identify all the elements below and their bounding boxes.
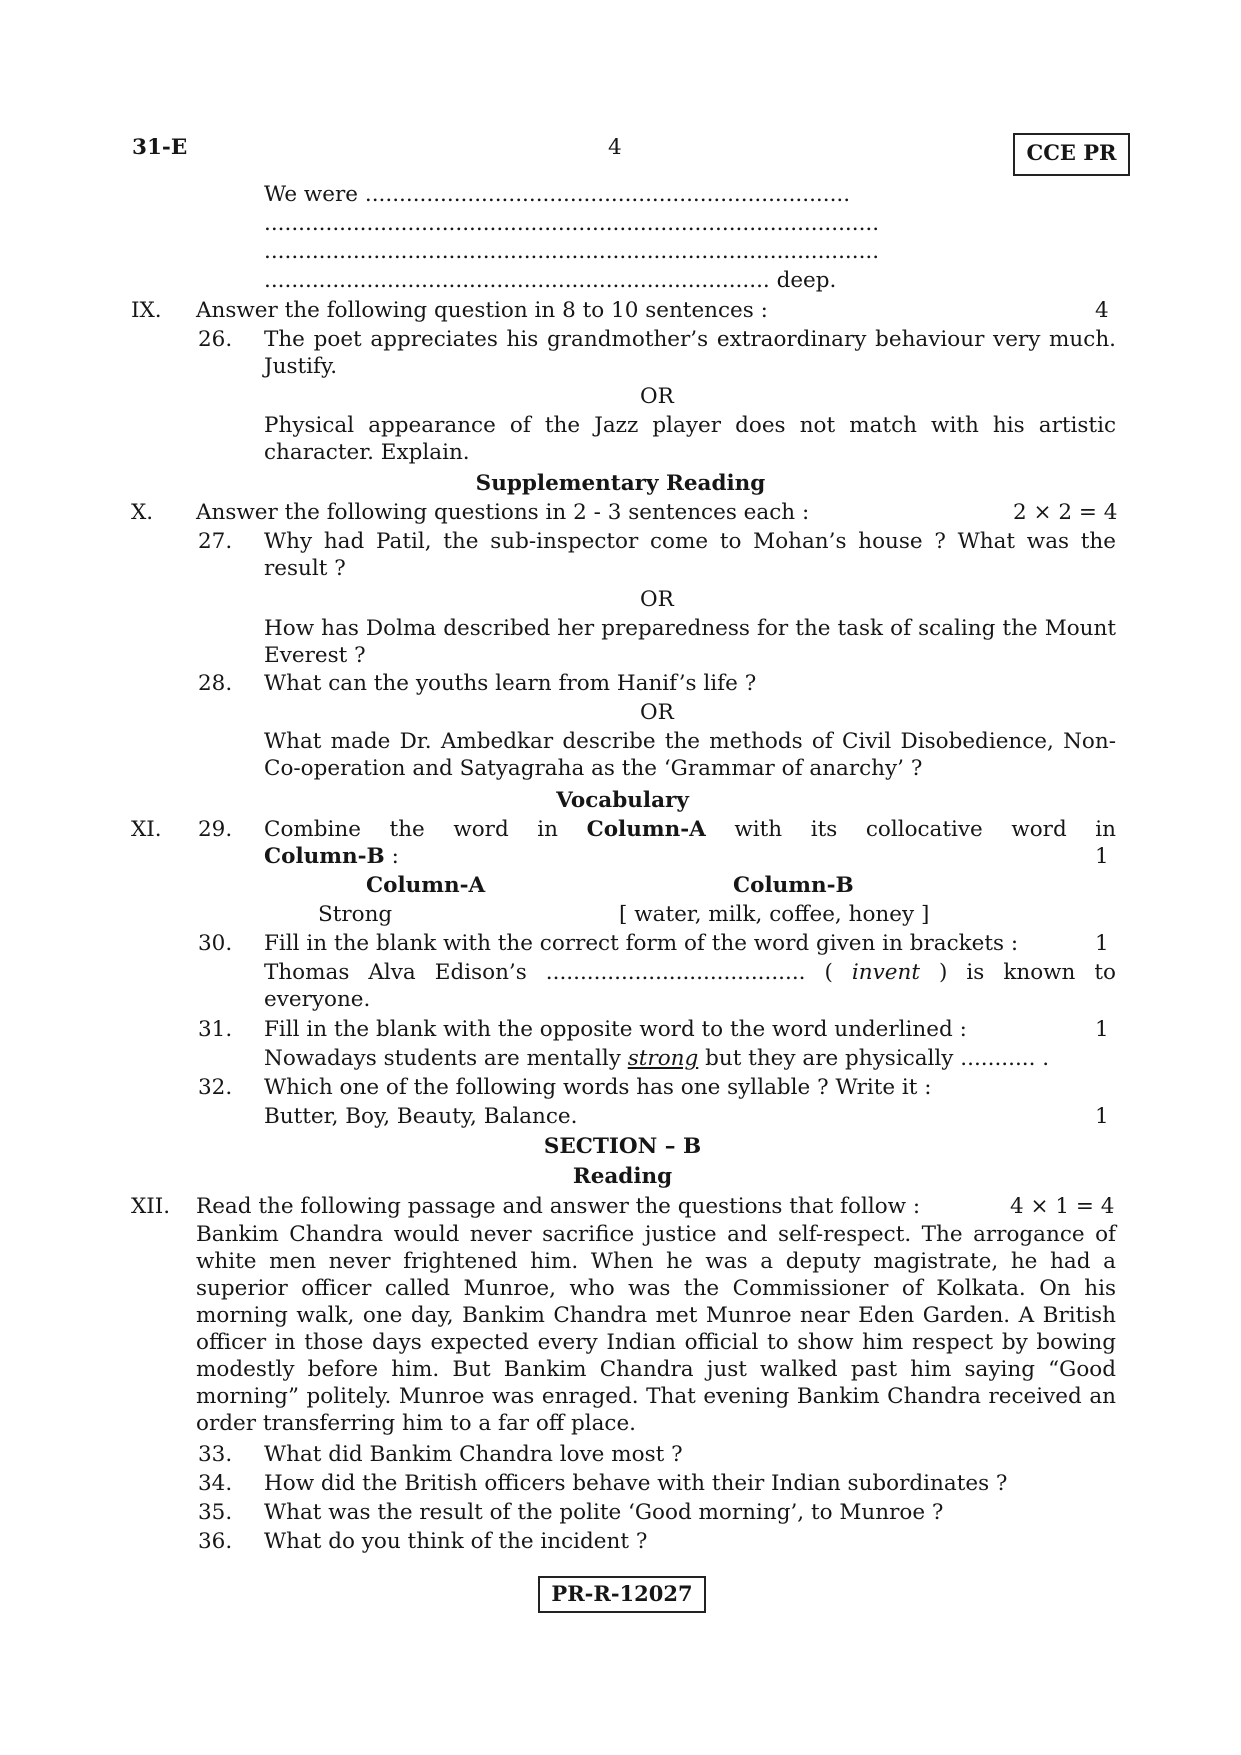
series-box: CCE PR [1013, 133, 1130, 176]
colon: : [384, 844, 399, 869]
question-number: 27. [198, 529, 233, 554]
question-number: 31. [198, 1017, 233, 1042]
question-text: Which one of the following words has one syllable ? Write it : [264, 1075, 932, 1100]
section-heading: SECTION – B [543, 1134, 702, 1159]
question-sentence [264, 1045, 1049, 1073]
column-b-ref: Column-B [264, 844, 385, 869]
section-heading: Supplementary Reading [475, 471, 766, 496]
question-number: 33. [198, 1442, 233, 1467]
question-text-part: with its collocative word in [705, 817, 1116, 842]
section-heading: Vocabulary [556, 788, 689, 813]
sentence-part: but they are physically ........... . [698, 1046, 1050, 1071]
sentence-part: Nowadays students are mentally [264, 1046, 628, 1071]
section-numeral: IX. [131, 298, 162, 323]
footer-code-box: PR-R-12027 [538, 1576, 706, 1613]
section-numeral: XII. [131, 1194, 171, 1219]
question-number: 30. [198, 931, 233, 956]
question-text: What can the youths learn from Hanif’s life ? [264, 671, 757, 696]
question-number: 29. [198, 817, 233, 842]
question-text: The poet appreciates his grandmother’s extraordinary behaviour very much. Justify. [264, 327, 1116, 379]
section-marks: 4 [1095, 298, 1109, 323]
poem-line-1: We were ....................................................................... [264, 182, 851, 207]
question-number: 34. [198, 1471, 233, 1496]
question-number: 36. [198, 1529, 233, 1554]
section-instruction: Read the following passage and answer the questions that follow : [196, 1194, 921, 1219]
column-b-options: [ water, milk, coffee, honey ] [619, 902, 930, 927]
column-a-ref: Column-A [586, 817, 706, 842]
paper-code: 31-E [132, 135, 188, 160]
question-marks: 1 [1095, 931, 1109, 956]
section-numeral: XI. [131, 817, 162, 842]
reading-passage: Bankim Chandra would never sacrifice justice and self-respect. The arrogance of white men never frightened him. When he was a deputy magistrate, he had a superior officer called Munroe, who was the Commissioner of Kolkata. On his morning walk, one day, Bankim Chandra met Munroe near Eden Garden. A British officer in those days expected every Indian official to show him respect by bowing modestly before him. But Bankim Chandra just walked past him saying “Good morning” politely. Munroe was enraged. That evening Bankim Chandra received an order transferring him to a far off place. [196, 1222, 1116, 1436]
poem-line-4: .......................................................................... deep. [264, 268, 837, 293]
question-number: 28. [198, 671, 233, 696]
question-number: 32. [198, 1075, 233, 1100]
column-a-heading: Column-A [366, 873, 486, 898]
question-sentence [264, 959, 1116, 1013]
question-marks: 1 [1095, 844, 1109, 869]
question-text: Why had Patil, the sub-inspector come to Mohan’s house ? What was the result ? [264, 529, 1116, 581]
section-instruction: Answer the following question in 8 to 10 sentences : [196, 298, 768, 323]
or-divider: OR [640, 384, 674, 409]
question-text: Fill in the blank with the correct form of the word given in brackets : [264, 931, 1019, 956]
section-marks: 2 × 2 = 4 [1013, 500, 1118, 525]
question-marks: 1 [1095, 1104, 1109, 1129]
alternate-question: What made Dr. Ambedkar describe the methods of Civil Disobedience, Non-Co-operation and Satyagraha as the ‘Grammar of anarchy’ ? [264, 729, 1116, 781]
question-text-part: Combine the word in [264, 817, 587, 842]
question-text-cont [264, 843, 399, 871]
poem-line-3: .......................................................................................... [264, 239, 880, 264]
word-options: Butter, Boy, Beauty, Balance. [264, 1104, 578, 1129]
or-divider: OR [640, 587, 674, 612]
column-a-word: Strong [318, 902, 393, 927]
question-text: What was the result of the polite ‘Good morning’, to Munroe ? [264, 1500, 944, 1525]
page-number: 4 [608, 135, 622, 160]
question-number: 26. [198, 327, 233, 352]
or-divider: OR [640, 700, 674, 725]
question-text [264, 816, 1116, 843]
question-text: What do you think of the incident ? [264, 1529, 648, 1554]
alternate-question: Physical appearance of the Jazz player does not match with his artistic character. Explain. [264, 413, 1116, 465]
sentence-part: ) is known to everyone. [264, 960, 1116, 1012]
section-subheading: Reading [572, 1164, 673, 1189]
underlined-word: strong [627, 1046, 699, 1071]
column-b-heading: Column-B [733, 873, 854, 898]
sentence-part: Thomas Alva Edison’s ...................................... ( [264, 960, 852, 985]
question-text: How did the British officers behave with their Indian subordinates ? [264, 1471, 1008, 1496]
poem-line-2: .......................................................................................... [264, 211, 880, 236]
question-text: Fill in the blank with the opposite word to the word underlined : [264, 1017, 967, 1042]
section-instruction: Answer the following questions in 2 - 3 sentences each : [196, 500, 810, 525]
section-numeral: X. [131, 500, 154, 525]
alternate-question: How has Dolma described her preparedness for the task of scaling the Mount Everest ? [264, 616, 1116, 668]
question-marks: 1 [1095, 1017, 1109, 1042]
bracket-word: invent [851, 960, 920, 985]
question-text: What did Bankim Chandra love most ? [264, 1442, 683, 1467]
question-number: 35. [198, 1500, 233, 1525]
section-marks: 4 × 1 = 4 [1010, 1194, 1115, 1219]
